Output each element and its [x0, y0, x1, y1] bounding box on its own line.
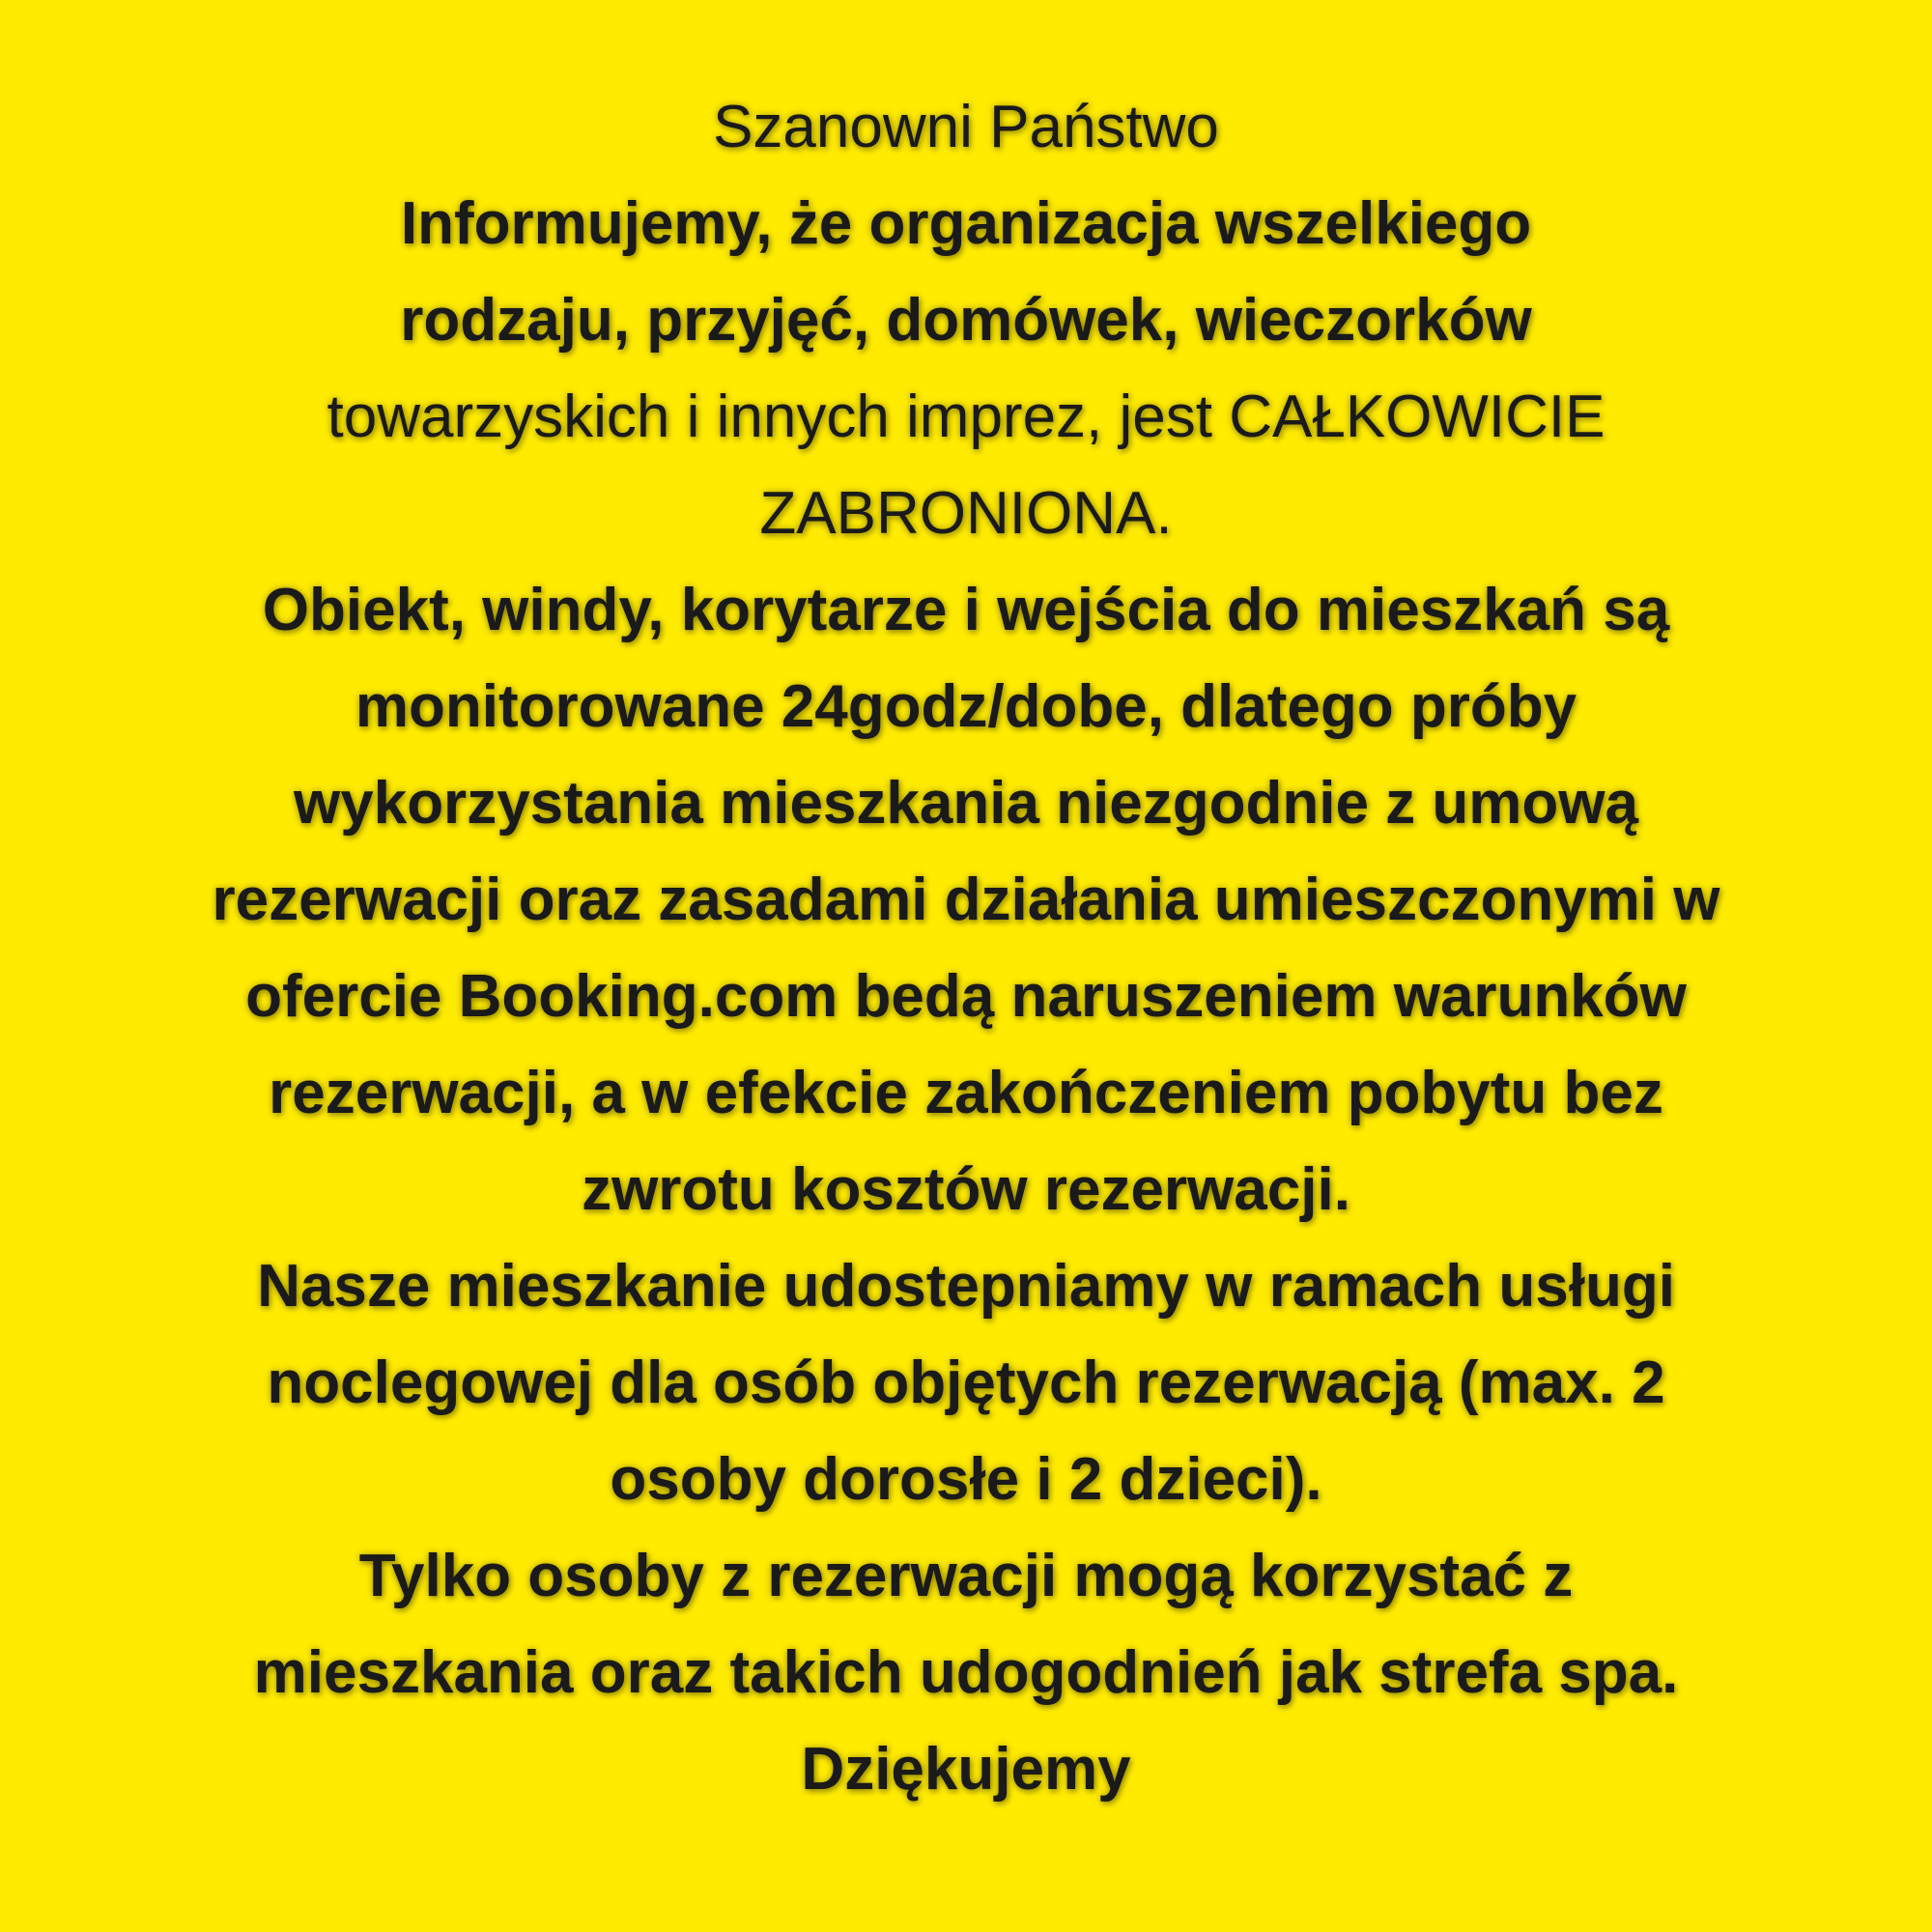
- paragraph1-line: towarzyskich i innych imprez, jest CAŁKOWICIE: [327, 384, 1605, 450]
- paragraph2-line: Obiekt, windy, korytarze i wejścia do mieszkań są: [262, 577, 1670, 643]
- paragraph4-line: Tylko osoby z rezerwacji mogą korzystać z: [358, 1543, 1574, 1609]
- paragraph3-line: osoby dorosłe i 2 dzieci).: [610, 1446, 1322, 1513]
- paragraph1-line: ZABRONIONA.: [759, 480, 1173, 547]
- paragraph2-line: monitorowane 24godz/dobe, dlatego próby: [355, 673, 1577, 740]
- paragraph2-line: ofercie Booking.com bedą naruszeniem warunków: [245, 963, 1687, 1030]
- paragraph2-line: rezerwacji, a w efekcie zakończeniem pobytu bez: [269, 1060, 1663, 1126]
- paragraph2-line: zwrotu kosztów rezerwacji.: [582, 1156, 1350, 1223]
- notice-text: [39, 79, 1893, 1818]
- closing: Dziękujemy: [801, 1736, 1131, 1803]
- paragraph2-line: rezerwacji oraz zasadami działania umieszczonymi w: [212, 867, 1720, 933]
- paragraph3-line: Nasze mieszkanie udostepniamy w ramach usługi: [257, 1253, 1675, 1320]
- paragraph4-line: mieszkania oraz takich udogodnień jak strefa spa.: [253, 1639, 1679, 1706]
- paragraph2-line: wykorzystania mieszkania niezgodnie z umową: [294, 770, 1638, 837]
- greeting: Szanowni Państwo: [713, 94, 1219, 160]
- paragraph3-line: noclegowej dla osób objętych rezerwacją (max. 2: [267, 1350, 1665, 1416]
- paragraph1-line: Informujemy, że organizacja wszelkiego: [400, 190, 1532, 257]
- paragraph1-line: rodzaju, przyjęć, domówek, wieczorków: [400, 287, 1532, 354]
